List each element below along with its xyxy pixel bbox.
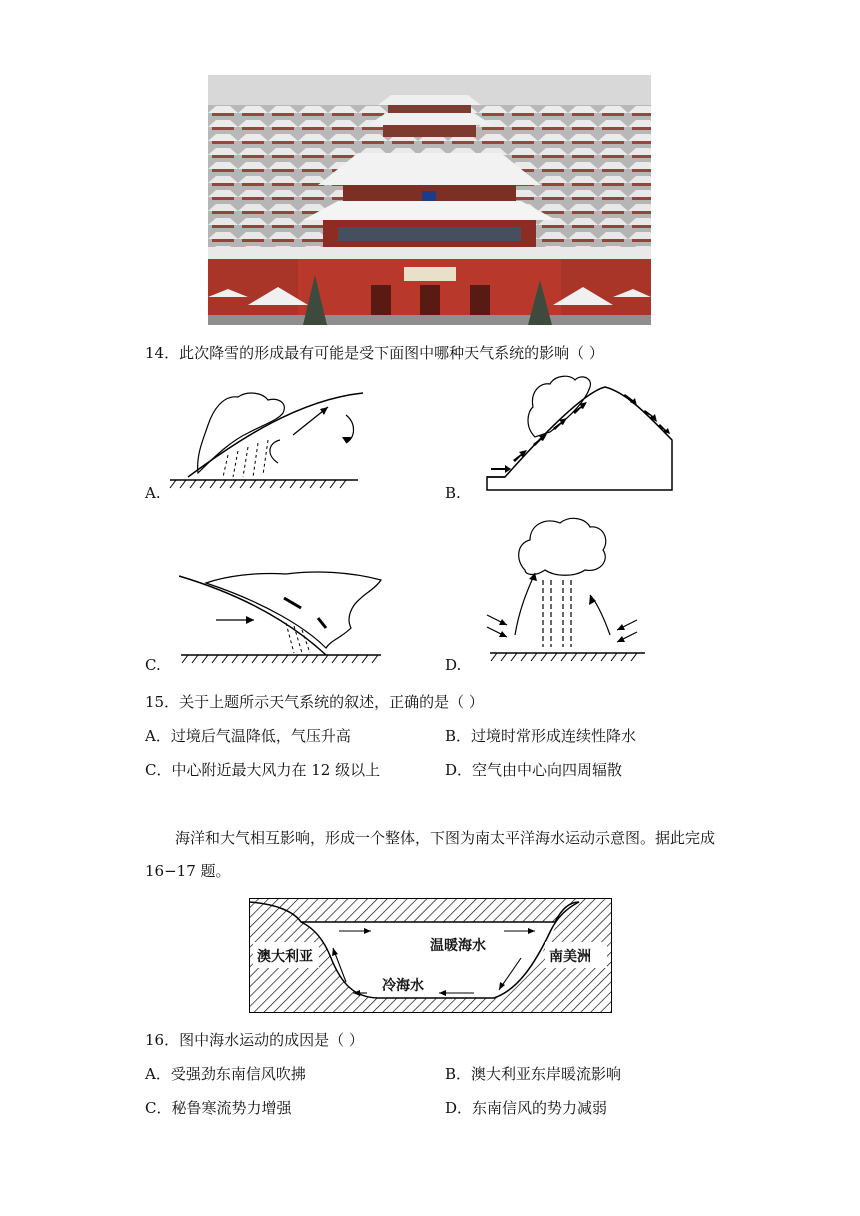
q15-option-c[interactable]: C．中心附近最大风力在 12 级以上 xyxy=(145,761,381,779)
q14-option-c-label[interactable]: C. xyxy=(145,656,161,674)
cold-seawater-label: 冷海水 xyxy=(382,978,424,994)
warm-seawater-label: 温暖海水 xyxy=(430,938,486,954)
photo-illustration xyxy=(208,75,651,325)
q15-option-b[interactable]: B．过境时常形成连续性降水 xyxy=(445,727,637,745)
q14-option-a-label[interactable]: A. xyxy=(145,484,161,502)
question-15-text: 15．关于上题所示天气系统的叙述，正确的是（ ） xyxy=(145,693,484,711)
south-pacific-ocean-diagram xyxy=(249,898,612,1013)
intro-paragraph-line-1: 海洋和大气相互影响，形成一个整体，下图为南太平洋海水运动示意图。据此完成 xyxy=(175,829,716,847)
q14-option-b-label[interactable]: B. xyxy=(445,484,461,502)
q16-option-d[interactable]: D．东南信风的势力减弱 xyxy=(445,1099,608,1117)
q14-option-b-diagram[interactable] xyxy=(485,372,680,494)
question-14-text: 14．此次降雪的形成最有可能是受下面图中哪种天气系统的影响（ ） xyxy=(145,344,604,362)
q16-option-b[interactable]: B．澳大利亚东岸暖流影响 xyxy=(445,1065,622,1083)
q14-option-d-diagram[interactable] xyxy=(485,515,650,665)
q16-option-c[interactable]: C．秘鲁寒流势力增强 xyxy=(145,1099,292,1117)
q14-option-c-diagram[interactable] xyxy=(176,568,386,668)
australia-label: 澳大利亚 xyxy=(257,949,313,965)
q15-option-d[interactable]: D．空气由中心向四周辐散 xyxy=(445,761,623,779)
q14-option-a-diagram[interactable] xyxy=(168,385,368,490)
south-america-label: 南美洲 xyxy=(549,949,591,965)
q16-option-a[interactable]: A．受强劲东南信风吹拂 xyxy=(145,1065,306,1083)
question-16-text: 16．图中海水运动的成因是（ ） xyxy=(145,1031,364,1049)
q15-option-a[interactable]: A．过境后气温降低，气压升高 xyxy=(145,727,351,745)
forbidden-city-snow-photo xyxy=(208,75,651,325)
intro-paragraph-line-2: 16−17 题。 xyxy=(145,862,231,880)
q14-option-d-label[interactable]: D. xyxy=(445,656,462,674)
